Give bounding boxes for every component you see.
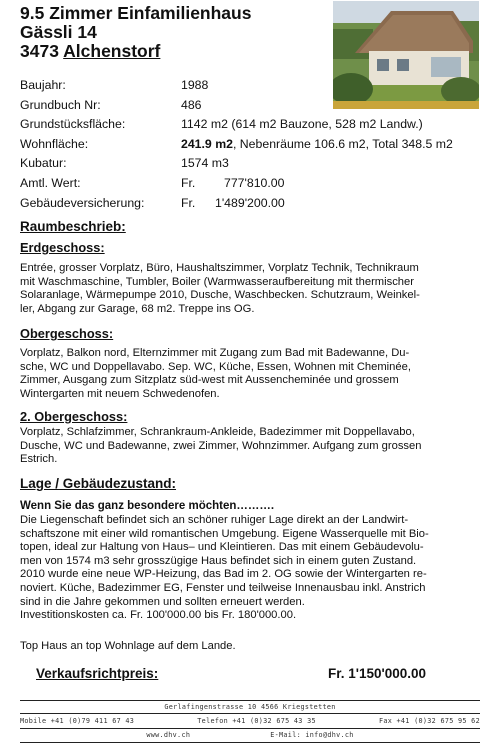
footer-mobile: Mobile +41 (0)79 411 67 43 — [20, 717, 135, 725]
price-label: Verkaufsrichtpreis: — [36, 666, 159, 681]
erdgeschoss-text: Entrée, grosser Vorplatz, Büro, Haushaltszimmer, Vorplatz Technik, Technikraum mit Waschmaschine, Tumbler, Boiler (Warmwasseraufbereitung mit thermischer Solaranlage, Wärmepumpe 2010, Dusche, Waschbecken. Schutzraum, Weinkel- ler, Abgang zur Garage, 68 m2. Treppe ins OG. — [20, 262, 420, 315]
title-zip: 3473 — [20, 41, 59, 61]
fact-row — [20, 135, 488, 155]
section-heading-lage: Lage / Gebäudezustand: — [20, 476, 177, 491]
footer-fax: Fax +41 (0)32 675 95 62 — [378, 717, 480, 725]
lage-text: Die Liegenschaft befindet sich an schöner ruhiger Lage direkt an der Landwirt- schaftszone mit einer wild romantischen Umgebung. Eigene Wasserquelle mit Bio- topen, ideal zur Haltung von Haus– und Kleintieren. Das mit einem Gebäudevolu- men von 1574 m3 sehr grosszügige Haus befindet sich in einem guten Zustand. 2010 wurde eine neue WP-Heizung, das Bad im 2. OG sowie der Wintergarten re- noviert. Küche, Badezimmer EG, Fenster und teilweise Innenausbau inkl. Anstrich sind in die Jahre gekommen und sollten erneuert werden. Investitionskosten ca. Fr. 100'000.00 bis Fr. 180'000.00. — [20, 514, 429, 622]
fact-value-bold: 241.9 m2 — [181, 136, 233, 151]
section-heading-raumbeschrieb: Raumbeschrieb: — [20, 219, 126, 234]
title-town-line — [20, 42, 251, 61]
listing-title — [20, 4, 251, 61]
footer-rule — [20, 700, 480, 701]
obergeschoss2-text: Vorplatz, Schlafzimmer, Schrankraum-Ankleide, Badezimmer mit Doppellavabo, Dusche, WC und Badewanne, zwei Zimmer, Wohnzimmer. Aufgang zum grossen Estrich. — [20, 426, 422, 466]
fact-currency: Fr. — [181, 175, 196, 190]
fact-value: 486 — [181, 97, 202, 112]
fact-value: 1142 m2 (614 m2 Bauzone, 528 m2 Landw.) — [181, 117, 423, 132]
fact-row — [20, 115, 488, 135]
footer-web-link[interactable]: www.dhv.ch — [146, 731, 191, 739]
section-heading-2-obergeschoss: 2. Obergeschoss: — [20, 409, 128, 424]
fact-value: 1574 m3 — [181, 156, 229, 171]
fact-row — [20, 76, 488, 96]
footer-telefon: Telefon +41 (0)32 675 43 35 — [197, 717, 316, 725]
title-street: Gässli 14 — [20, 22, 97, 42]
fact-row — [20, 154, 488, 174]
title-town: Alchenstorf — [63, 41, 161, 61]
fact-label: Amtl. Wert: — [20, 175, 81, 190]
fact-label: Wohnfläche: — [20, 136, 89, 151]
fact-value — [181, 135, 453, 155]
footer — [20, 700, 480, 744]
fact-value-rest: , Nebenräume 106.6 m2, Total 348.5 m2 — [232, 136, 453, 151]
footer-address: Gerlafingenstrasse 10 4566 Kriegstetten — [164, 703, 336, 711]
fact-label: Gebäudeversicherung: — [20, 195, 145, 210]
fact-value — [181, 174, 284, 194]
footer-rule — [20, 728, 480, 729]
section-heading-erdgeschoss: Erdgeschoss: — [20, 240, 105, 255]
price-value: Fr. 1'150'000.00 — [328, 666, 427, 681]
footer-rule — [20, 713, 480, 714]
lage-subheading: Wenn Sie das ganz besondere möchten………. — [20, 500, 275, 512]
section-heading-obergeschoss: Obergeschoss: — [20, 326, 114, 341]
fact-label: Grundstücksfläche: — [20, 117, 126, 132]
lage-tagline: Top Haus an top Wohnlage auf dem Lande. — [20, 640, 236, 652]
fact-label: Grundbuch Nr: — [20, 97, 101, 112]
footer-email-link[interactable]: E-Mail: info@dhv.ch — [270, 731, 354, 739]
fact-row — [20, 96, 488, 116]
obergeschoss-text: Vorplatz, Balkon nord, Elternzimmer mit Zugang zum Bad mit Badewanne, Du- sche, WC und Doppellavabo. Sep. WC, Küche, Essen, Wohnen mit Cheminée, Zimmer, Ausgang zum Sitzplatz süd-west mit Aussencheminée und grossem Wintergarten mit neuem Schwedenofen. — [20, 347, 411, 400]
fact-amount: 777'810.00 — [224, 175, 285, 190]
footer-phones — [20, 717, 480, 725]
fact-value: 1988 — [181, 78, 209, 92]
fact-currency: Fr. — [181, 195, 196, 210]
fact-row — [20, 174, 488, 194]
fact-value — [181, 194, 285, 214]
facts-table — [20, 76, 488, 213]
fact-label: Baujahr: — [20, 78, 66, 92]
fact-amount: 1'489'200.00 — [215, 195, 285, 210]
fact-row — [20, 194, 488, 214]
footer-contact — [20, 731, 480, 739]
footer-rule — [20, 742, 480, 743]
title-type: 9.5 Zimmer Einfamilienhaus — [20, 3, 252, 23]
fact-label: Kubatur: — [20, 156, 67, 171]
